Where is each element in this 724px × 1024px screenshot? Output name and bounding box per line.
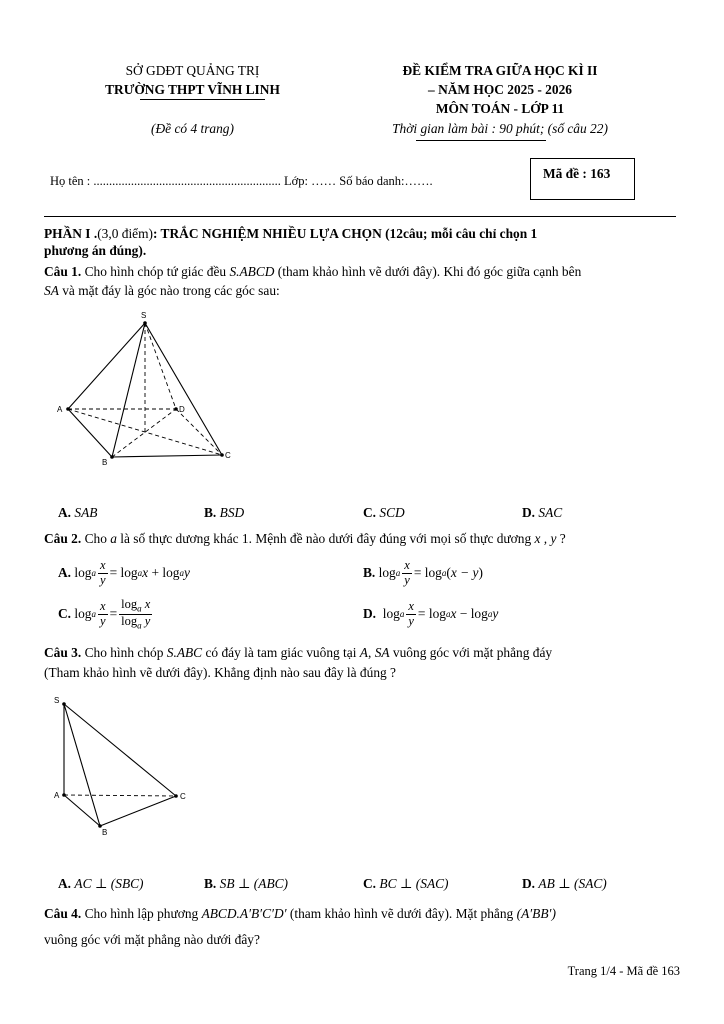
edge-ac bbox=[64, 795, 176, 796]
edge-sb bbox=[64, 704, 100, 826]
q3-line2: (Tham khảo hình vẽ dưới đây). Khẳng định nào sau đây là đúng ? bbox=[44, 665, 396, 680]
exam-title: ĐỀ KIỂM TRA GIỮA HỌC KÌ II bbox=[402, 63, 598, 78]
label-s: S bbox=[141, 311, 147, 320]
edge-ab bbox=[64, 795, 100, 826]
q3-label: Câu 3. bbox=[44, 645, 82, 660]
q2-text-c: ? bbox=[556, 531, 566, 546]
q4-math-cube: ABCD.A′B′C′D′ bbox=[201, 906, 287, 921]
question-2-text bbox=[44, 531, 684, 547]
edge-sc bbox=[64, 704, 176, 796]
edge-sb bbox=[112, 323, 145, 457]
q1-math-edge: SA bbox=[44, 283, 59, 298]
time-limit: Thời gian làm bài : 90 phút; (số câu 22) bbox=[392, 121, 608, 136]
school-department: SỞ GDĐT QUẢNG TRỊ bbox=[125, 63, 260, 78]
part1-rest2: phương án đúng). bbox=[44, 243, 147, 258]
q1-label: Câu 1. bbox=[44, 264, 82, 279]
q1-option-d[interactable]: D. SAC bbox=[522, 505, 563, 520]
label-d: D bbox=[179, 405, 185, 414]
q3-option-d[interactable]: D. AB ⊥ (SAC) bbox=[522, 876, 607, 891]
q3-math-a: A bbox=[359, 645, 368, 660]
question-3-text bbox=[44, 643, 684, 683]
q3-text-b: có đáy là tam giác vuông tại bbox=[202, 645, 360, 660]
edge-ab bbox=[68, 409, 112, 457]
question-4-text bbox=[44, 901, 684, 953]
part1-heading bbox=[44, 225, 684, 259]
subject: MÔN TOÁN - LỚP 11 bbox=[435, 101, 565, 116]
q1-text-a: Cho hình chóp tứ giác đều bbox=[81, 264, 230, 279]
school-year: – NĂM HỌC 2025 - 2026 bbox=[428, 82, 572, 97]
question-1-text bbox=[44, 262, 684, 300]
time-underline bbox=[416, 140, 546, 141]
q4-math-plane: (A′BB′) bbox=[516, 906, 556, 921]
q1-option-c[interactable]: C. SCD bbox=[363, 505, 405, 520]
q3-math-pyramid: S.ABC bbox=[166, 645, 203, 660]
q2-text-a: Cho bbox=[81, 531, 111, 546]
page-count-note: (Đề có 4 trang) bbox=[151, 121, 234, 136]
edge-sd bbox=[145, 323, 176, 409]
part1-title: PHẦN I . bbox=[44, 226, 98, 241]
q3-option-b[interactable]: B. SB ⊥ (ABC) bbox=[204, 876, 289, 891]
part1-rest: : TRẮC NGHIỆM NHIỀU LỰA CHỌN (12câu; mỗi câu chỉ chọn 1 bbox=[152, 226, 538, 241]
label-a: A bbox=[54, 791, 60, 800]
q4-label: Câu 4. bbox=[44, 906, 82, 921]
school-name: TRƯỜNG THPT VĨNH LINH bbox=[105, 82, 280, 97]
q1-math-pyramid: S.ABCD bbox=[229, 264, 275, 279]
q1-option-b[interactable]: B. BSD bbox=[204, 505, 245, 520]
q2-option-b[interactable]: B. log a $\frac{x}{y}$ = log a ( x − y ) bbox=[363, 558, 483, 587]
student-info-line: Họ tên : ............................................................ Lớp: …… Số báo danh:……. bbox=[50, 174, 433, 188]
edge-bc bbox=[100, 796, 176, 826]
header-divider bbox=[44, 216, 676, 217]
q1-option-a[interactable]: A. SAB bbox=[58, 505, 98, 520]
q2-option-a[interactable]: A. log a $\frac{x}{y}$ = log a x + log a y bbox=[58, 558, 190, 587]
q3-text-c: , bbox=[367, 645, 375, 660]
label-a: A bbox=[57, 405, 63, 414]
q3-math-sa: SA bbox=[374, 645, 390, 660]
exam-code-box bbox=[530, 158, 635, 200]
q4-text-b: (tham khảo hình vẽ dưới đây). Mặt phẳng bbox=[286, 906, 517, 921]
edge-sa bbox=[68, 323, 145, 409]
q1-pyramid-figure bbox=[50, 305, 250, 475]
label-c: C bbox=[225, 451, 231, 460]
q3-text-d: vuông góc với mặt phẳng đáy bbox=[389, 645, 553, 660]
q2-option-c[interactable]: C. log a $\frac{x}{y}$ = $\frac{\log_a x}{\log_a y}$ bbox=[58, 596, 151, 630]
q2-math-xy: x , y bbox=[534, 531, 557, 546]
q1-text-c: và mặt đáy là góc nào trong các góc sau: bbox=[58, 283, 280, 298]
q2-text-b: là số thực dương khác 1. Mệnh đề nào dưới đây đúng với mọi số thực dương bbox=[116, 531, 535, 546]
q3-text-a: Cho hình chóp bbox=[81, 645, 167, 660]
q2-math-a: a bbox=[110, 531, 117, 546]
q3-pyramid-figure bbox=[48, 690, 198, 840]
part1-points: (3,0 điểm) bbox=[97, 226, 153, 241]
exam-code: Mã đề : 163 bbox=[543, 166, 611, 181]
q2-option-d[interactable]: D. log a $\frac{x}{y}$ = log a x − log a y bbox=[363, 599, 499, 628]
q4-text-a: Cho hình lập phương bbox=[81, 906, 202, 921]
q3-option-c[interactable]: C. BC ⊥ (SAC) bbox=[363, 876, 449, 891]
q3-option-a[interactable]: A. AC ⊥ (SBC) bbox=[58, 876, 144, 891]
edge-bc bbox=[112, 455, 222, 457]
label-c: C bbox=[180, 792, 186, 801]
label-b: B bbox=[102, 828, 108, 837]
q2-label: Câu 2. bbox=[44, 531, 82, 546]
label-b: B bbox=[102, 458, 108, 467]
q1-text-b: (tham khảo hình vẽ dưới đây). Khi đó góc giữa cạnh bên bbox=[274, 264, 582, 279]
school-underline bbox=[140, 99, 265, 100]
page-footer: Trang 1/4 - Mã đề 163 bbox=[567, 964, 680, 978]
q4-line2: vuông góc với mặt phẳng nào dưới đây? bbox=[44, 932, 260, 947]
label-s: S bbox=[54, 696, 60, 705]
